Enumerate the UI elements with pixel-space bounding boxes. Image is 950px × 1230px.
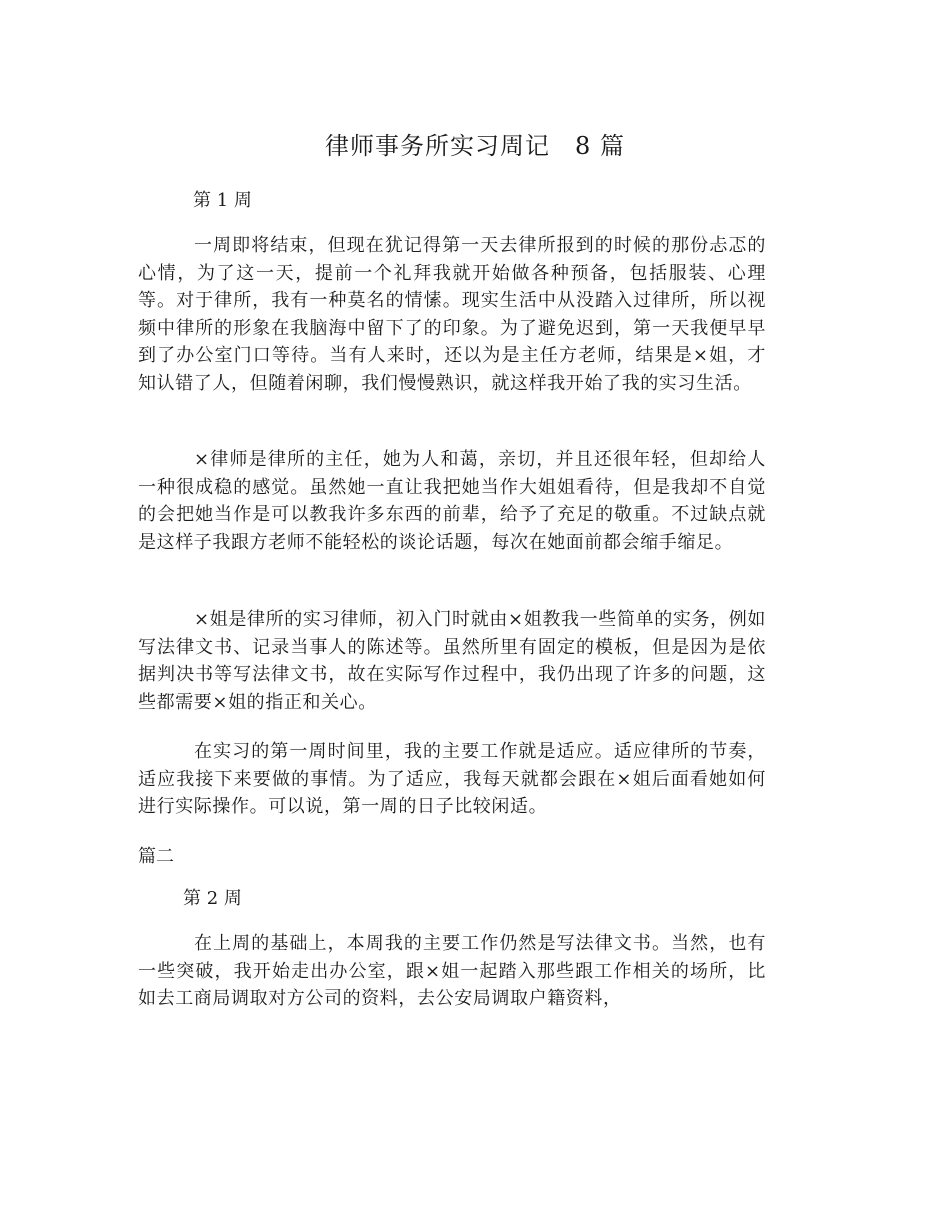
paragraph-week1-1: 一周即将结束，但现在犹记得第一天去律所报到的时候的那份忐忑的心情，为了这一天，提前一个礼拜我就开始做各种预备，包括服装、心理等。对于律所，我有一种莫名的情愫。现实生活中从没踏入过律所，所以视频中律所的形象在我脑海中留下了的印象。为了避免迟到，第一天我便早早到了办公室门口等待。当有人来时，还以为是主任方老师，结果是×姐，才知认错了人，但随着闲聊，我们慢慢熟识，就这样我开始了我的实习生活。 bbox=[138, 235, 766, 394]
paragraph-week1-4: 在实习的第一周时间里，我的主要工作就是适应。适应律所的节奏，适应我接下来要做的事情。为了适应，我每天就都会跟在×姐后面看她如何进行实际操作。可以说，第一周的日子比较闲适。 bbox=[138, 741, 766, 817]
paragraph-week1-2: ×律师是律所的主任，她为人和蔼，亲切，并且还很年轻，但却给人一种很成稳的感觉。虽然她一直让我把她当作大姐姐看待，但是我却不自觉的会把她当作是可以教我许多东西的前辈，给予了充足的敬重。不过缺点就是这样子我跟方老师不能轻松的谈论话题，每次在她面前都会缩手缩足。 bbox=[138, 449, 766, 553]
week-2-heading: 第 2 周 bbox=[183, 888, 242, 909]
document-title: 律师事务所实习周记 8 篇 bbox=[325, 132, 625, 160]
paragraph-week2-1: 在上周的基础上，本周我的主要工作仍然是写法律文书。当然，也有一些突破，我开始走出办公室，跟×姐一起踏入那些跟工作相关的场所，比如去工商局调取对方公司的资料，去公安局调取户籍资料， bbox=[138, 933, 766, 1009]
paragraph-week1-3: ×姐是律所的实习律师，初入门时就由×姐教我一些简单的实务，例如写法律文书、记录当事人的陈述等。虽然所里有固定的模板，但是因为是依据判决书等写法律文书，故在实际写作过程中，我仍出现了许多的问题，这些都需要×姐的指正和关心。 bbox=[138, 609, 766, 713]
week-1-heading: 第 1 周 bbox=[193, 190, 252, 211]
section-2-heading: 篇二 bbox=[138, 846, 174, 867]
